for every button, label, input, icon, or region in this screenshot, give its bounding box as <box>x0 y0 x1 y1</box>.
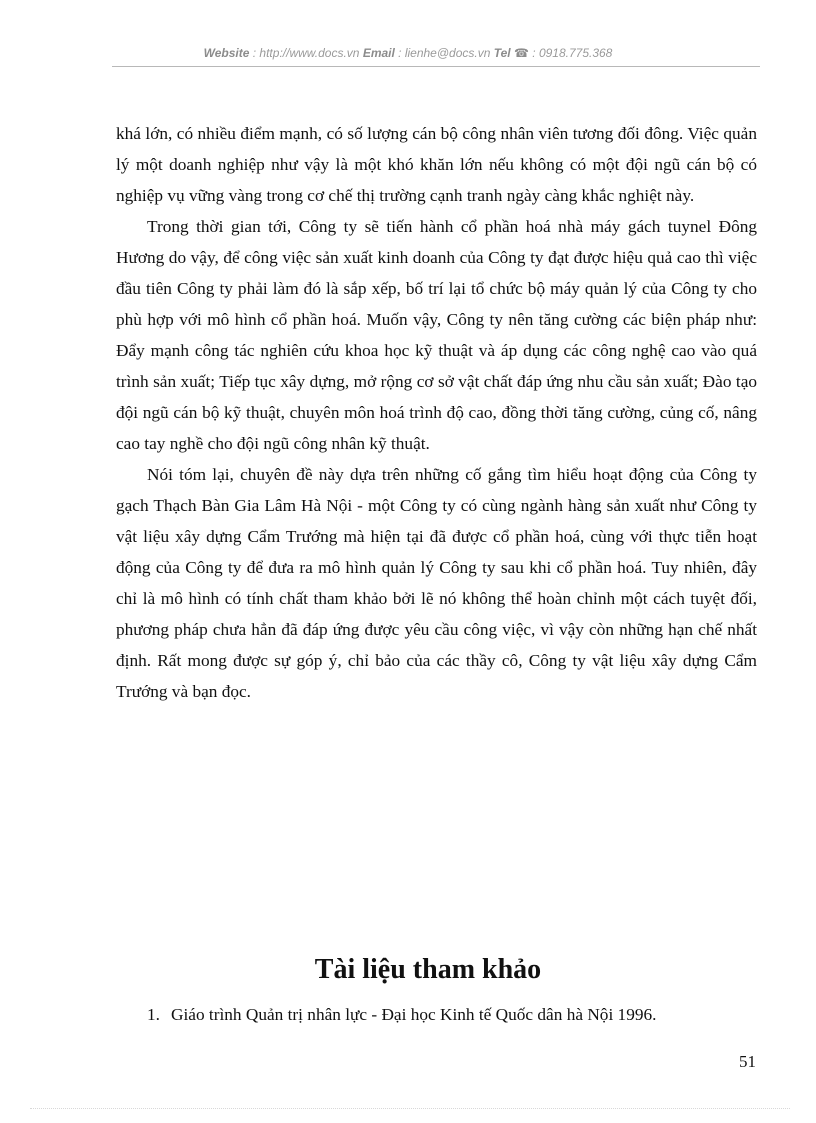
footer-divider <box>30 1108 790 1109</box>
body-text <box>116 118 757 707</box>
reference-number: 1. <box>147 1005 160 1024</box>
website-label: Website <box>203 46 250 60</box>
paragraph-3: Nói tóm lại, chuyên đề này dựa trên những cố gắng tìm hiểu hoạt động của Công ty gạch Thạch Bàn Gia Lâm Hà Nội - một Công ty có cùng ngành hàng sản xuất như Công ty vật liệu xây dựng Cẩm Trướng mà hiện tại đã được cổ phần hoá, cùng với thực tiễn hoạt động của Công ty để đưa ra mô hình quản lý Công ty sau khi cổ phần hoá. Tuy nhiên, đây chỉ là mô hình có tính chất tham khảo bởi lẽ nó không thể hoàn chỉnh một cách tuyệt đối, phương pháp chưa hẳn đã đáp ứng được yêu cầu công việc, vì vậy còn những hạn chế nhất định. Rất mong được sự góp ý, chỉ bảo của các thầy cô, Công ty vật liệu xây dựng Cẩm Trướng và bạn đọc. <box>116 465 757 701</box>
page-number: 51 <box>739 1052 756 1071</box>
tel-label: Tel <box>493 46 511 60</box>
website-value: : http://www.docs.vn <box>249 46 363 60</box>
paragraph-2: Trong thời gian tới, Công ty sẽ tiến hành cổ phần hoá nhà máy gách tuynel Đông Hương do vậy, để công việc sản xuất kinh doanh của Công ty đạt được hiệu quả cao thì việc đầu tiên Công ty phải làm đó là sắp xếp, bố trí lại tổ chức bộ máy quản lý của Công ty cho phù hợp với mô hình cổ phần hoá. Muốn vậy, Công ty nên tăng cường các biện pháp như: Đẩy mạnh công tác nghiên cứu khoa học kỹ thuật và áp dụng các công nghệ cao vào quá trình sản xuất; Tiếp tục xây dựng, mở rộng cơ sở vật chất đáp ứng nhu cầu sản xuất; Đào tạo đội ngũ cán bộ kỹ thuật, chuyên môn hoá trình độ cao, đồng thời tăng cường, củng cố, nâng cao tay nghề cho đội ngũ công nhân kỹ thuật. <box>116 217 757 453</box>
paragraph-1: khá lớn, có nhiều điểm mạnh, có số lượng cán bộ công nhân viên tương đối đông. Việc quản lý một doanh nghiệp như vậy là một khó khăn lớn nếu không có một đội ngũ cán bộ có nghiệp vụ vững vàng trong cơ chế thị trường cạnh tranh ngày càng khắc nghiệt này. <box>116 124 757 205</box>
tel-value: : 0918.775.368 <box>528 46 613 60</box>
phone-icon: ☎ <box>513 46 529 60</box>
references-list <box>147 1001 767 1029</box>
reference-text: Giáo trình Quản trị nhân lực - Đại học Kinh tế Quốc dân hà Nội 1996. <box>171 1005 657 1024</box>
header-divider <box>112 66 760 67</box>
email-label: Email <box>362 46 395 60</box>
email-value: : lienhe@docs.vn <box>394 46 494 60</box>
references-heading: Tài liệu tham khảo <box>314 954 542 985</box>
reference-item <box>147 1001 767 1029</box>
page-header <box>0 46 816 60</box>
